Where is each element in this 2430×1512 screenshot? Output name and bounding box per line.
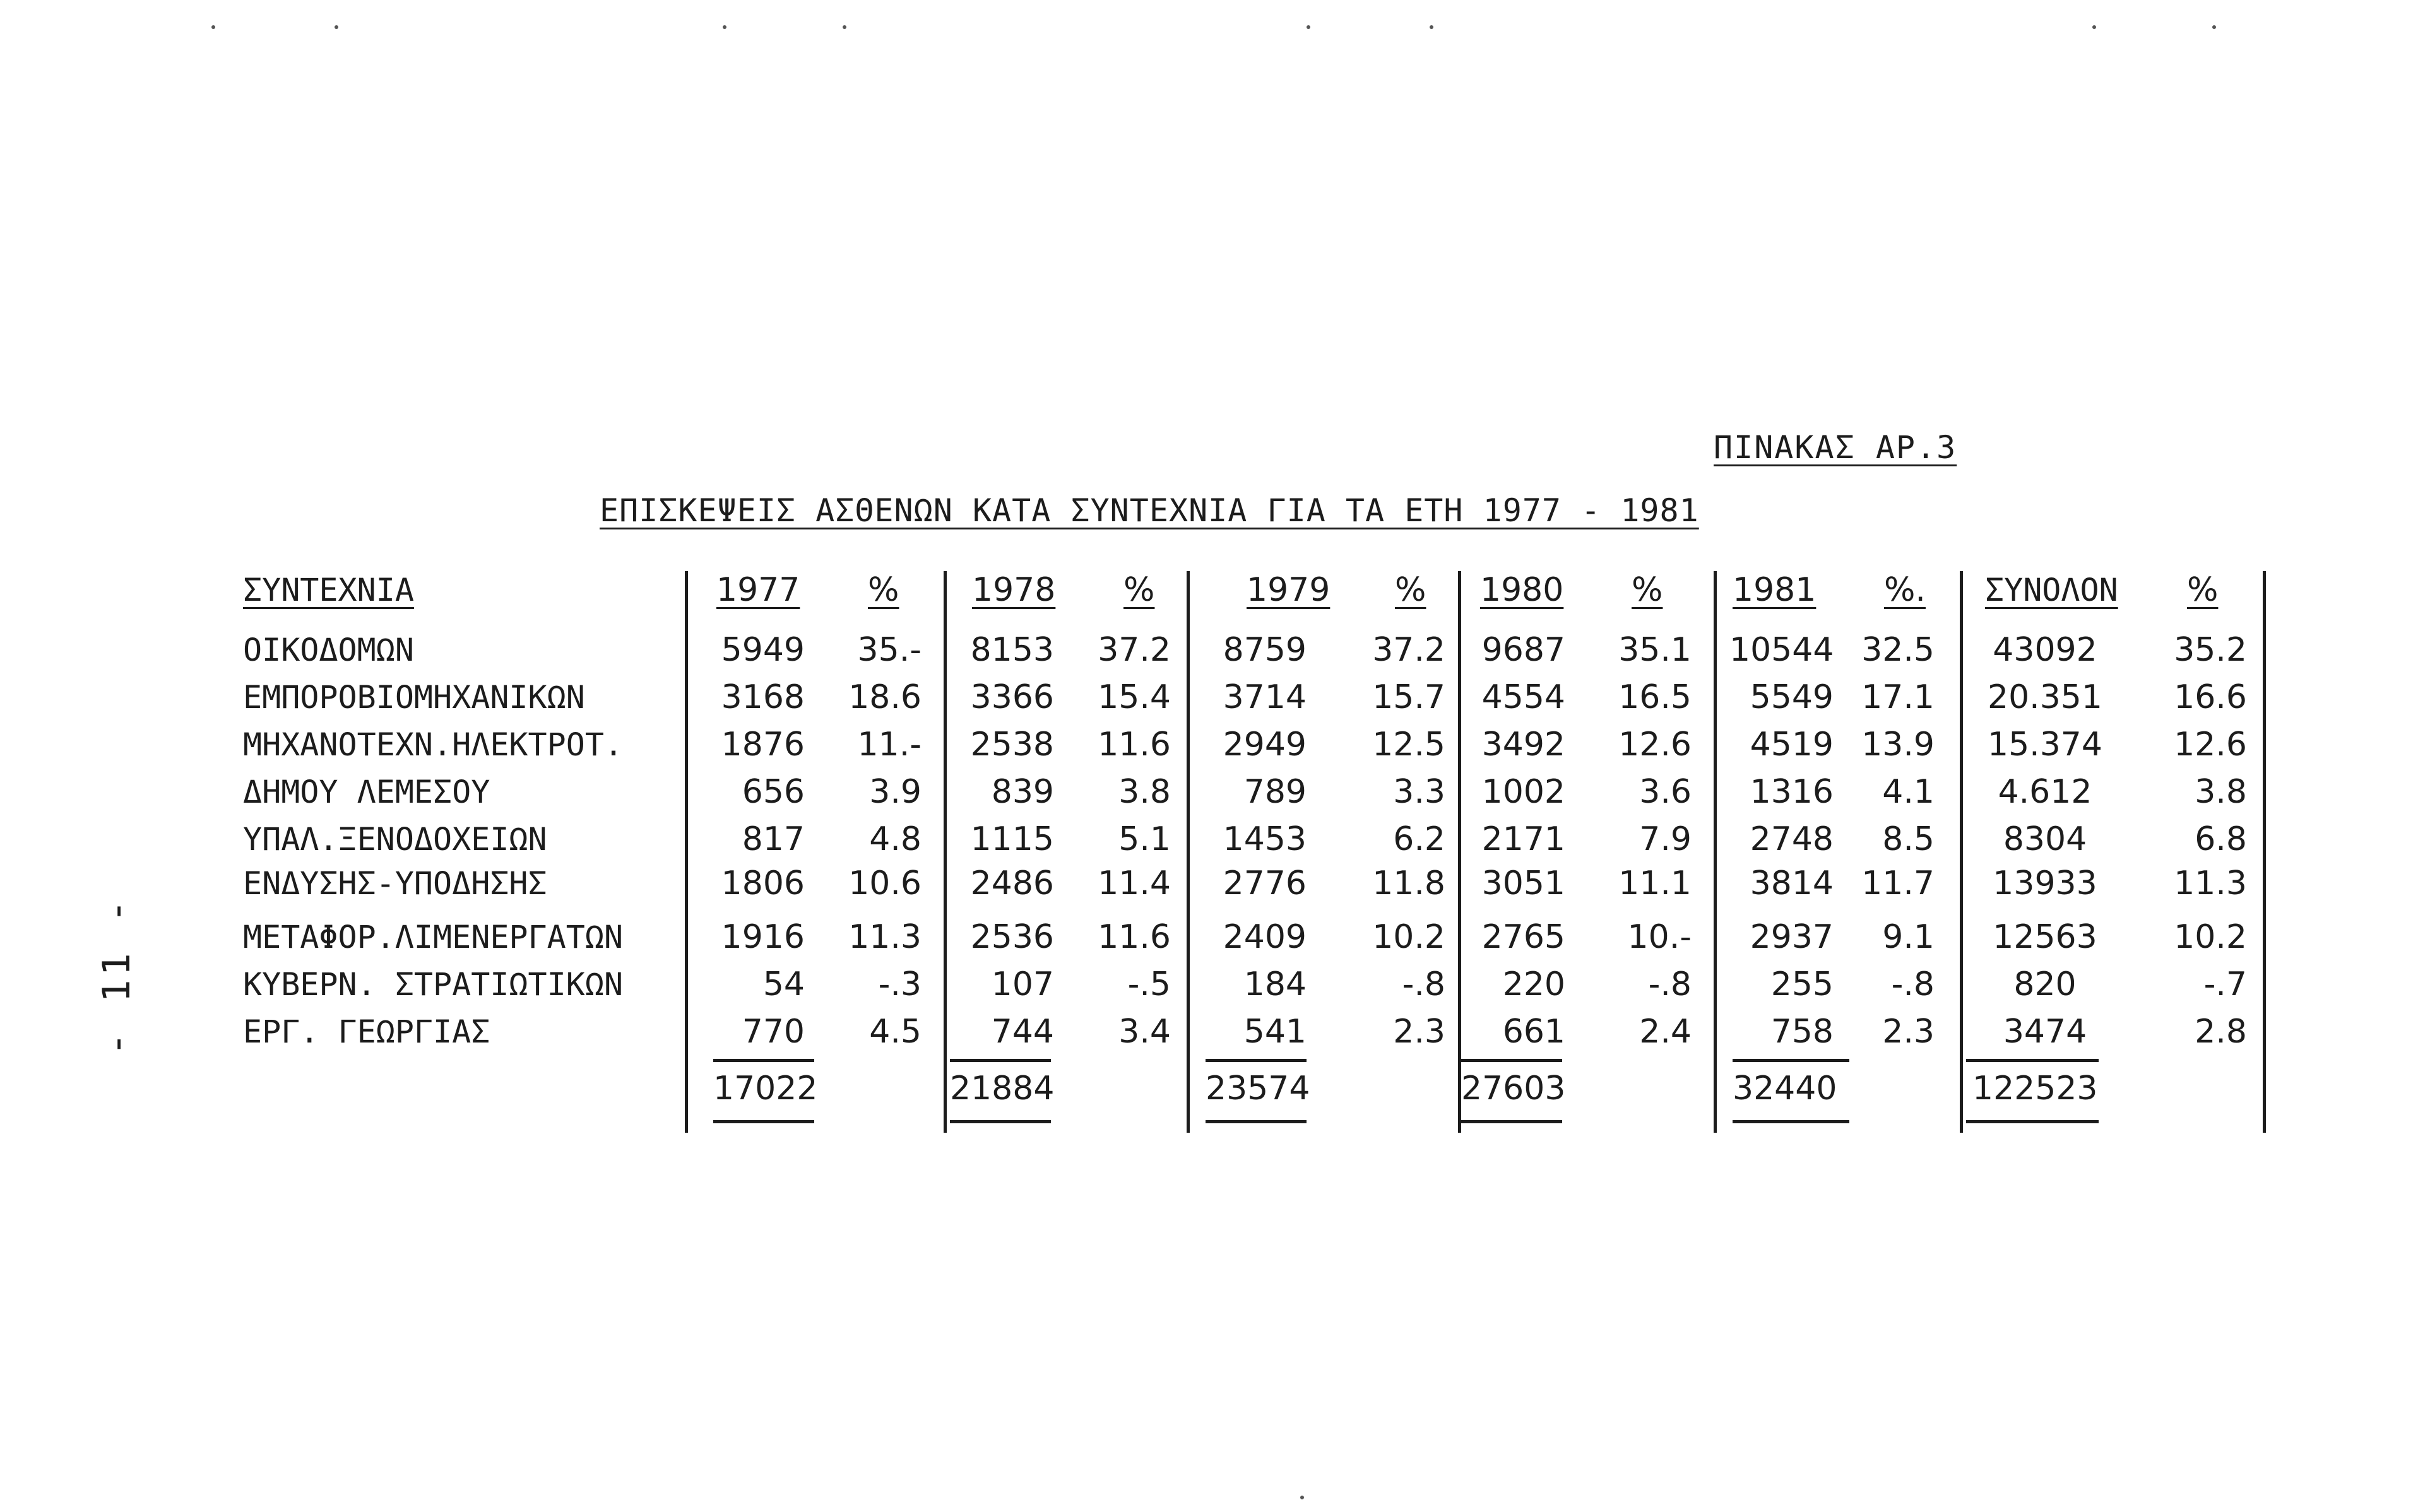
cell-percent-1980: 16.5 xyxy=(1618,678,1692,716)
cell-total: 12563 xyxy=(1993,918,2097,956)
total-underline xyxy=(1966,1120,2099,1123)
cell-percent-1980: 10.- xyxy=(1627,918,1692,956)
header-percent-total: % xyxy=(2187,571,2219,609)
row-union-name: ΕΝΔΥΣΗΣ-ΥΠΟΔΗΣΗΣ xyxy=(243,865,547,902)
header-percent-1981: %. xyxy=(1884,571,1926,609)
cell-percent-1978: 11.4 xyxy=(1098,865,1171,902)
cell-1977: 817 xyxy=(742,820,805,858)
header-year-1978: 1978 xyxy=(972,571,1056,609)
cell-1980: 3051 xyxy=(1481,865,1565,902)
cell-percent-1981: 4.1 xyxy=(1882,773,1935,811)
header-union: ΣΥΝΤΕΧΝΙΑ xyxy=(243,572,414,608)
header-total: ΣΥΝΟΛΟΝ xyxy=(1985,572,2118,608)
cell-percent-total: 3.8 xyxy=(2195,773,2247,811)
sum-rule xyxy=(1733,1059,1849,1062)
total-1977: 17022 xyxy=(713,1070,818,1107)
cell-percent-total: 12.6 xyxy=(2174,726,2247,764)
scan-speck xyxy=(1300,1496,1304,1499)
row-union-name: ΕΜΠΟΡΟΒΙΟΜΗΧΑΝΙΚΩΝ xyxy=(243,679,585,716)
sum-rule xyxy=(1966,1059,2099,1062)
cell-percent-1977: 10.6 xyxy=(848,865,922,902)
column-rule xyxy=(685,571,688,1133)
cell-1979: 2949 xyxy=(1223,726,1307,764)
cell-percent-1979: 2.3 xyxy=(1393,1013,1445,1051)
scan-speck xyxy=(2212,25,2216,29)
cell-1980: 220 xyxy=(1502,966,1565,1003)
cell-1977: 770 xyxy=(742,1013,805,1051)
cell-1977: 5949 xyxy=(721,631,805,669)
row-union-name: ΥΠΑΛ.ΞΕΝΟΔΟΧΕΙΩΝ xyxy=(243,821,547,858)
sum-rule xyxy=(1461,1059,1562,1062)
cell-percent-total: 35.2 xyxy=(2174,631,2247,669)
cell-percent-1978: 11.6 xyxy=(1098,918,1171,956)
cell-1981: 2937 xyxy=(1750,918,1834,956)
cell-1981: 255 xyxy=(1770,966,1834,1003)
cell-1978: 2538 xyxy=(970,726,1054,764)
cell-1981: 4519 xyxy=(1750,726,1834,764)
cell-percent-1978: 3.8 xyxy=(1118,773,1171,811)
sum-rule xyxy=(1206,1059,1307,1062)
column-rule xyxy=(944,571,947,1133)
cell-percent-total: 11.3 xyxy=(2174,865,2247,902)
cell-total: 820 xyxy=(2013,966,2077,1003)
scan-speck xyxy=(843,25,846,29)
column-rule xyxy=(2263,571,2266,1133)
cell-percent-total: 16.6 xyxy=(2174,678,2247,716)
cell-percent-1980: -.8 xyxy=(1648,966,1692,1003)
cell-percent-1981: 13.9 xyxy=(1861,726,1935,764)
column-rule xyxy=(1714,571,1717,1133)
total-overall: 122523 xyxy=(1972,1070,2098,1107)
cell-percent-1979: 3.3 xyxy=(1393,773,1445,811)
cell-percent-1981: -.8 xyxy=(1891,966,1935,1003)
cell-percent-1977: 11.- xyxy=(857,726,922,764)
cell-1981: 1316 xyxy=(1750,773,1834,811)
cell-percent-1977: 4.5 xyxy=(869,1013,922,1051)
cell-1979: 1453 xyxy=(1223,820,1307,858)
cell-1980: 4554 xyxy=(1481,678,1565,716)
cell-percent-1981: 9.1 xyxy=(1882,918,1935,956)
header-percent-1979: % xyxy=(1395,571,1426,609)
header-percent-1978: % xyxy=(1123,571,1155,609)
cell-percent-1979: 11.8 xyxy=(1372,865,1445,902)
cell-1979: 541 xyxy=(1243,1013,1307,1051)
cell-percent-1978: 37.2 xyxy=(1098,631,1171,669)
cell-percent-1980: 7.9 xyxy=(1639,820,1692,858)
page-margin-mark: - 11 - xyxy=(95,896,139,1056)
column-rule xyxy=(1187,571,1190,1133)
cell-percent-1981: 11.7 xyxy=(1861,865,1935,902)
scan-speck xyxy=(335,25,338,29)
cell-1980: 1002 xyxy=(1481,773,1565,811)
cell-percent-1979: 10.2 xyxy=(1372,918,1445,956)
cell-total: 8304 xyxy=(2003,820,2087,858)
cell-1980: 2765 xyxy=(1481,918,1565,956)
cell-percent-1979: 15.7 xyxy=(1372,678,1445,716)
cell-percent-1979: 6.2 xyxy=(1393,820,1445,858)
cell-percent-1978: 15.4 xyxy=(1098,678,1171,716)
header-percent-1980: % xyxy=(1632,571,1663,609)
cell-percent-1979: -.8 xyxy=(1402,966,1445,1003)
cell-1979: 8759 xyxy=(1223,631,1307,669)
cell-percent-1978: -.5 xyxy=(1127,966,1171,1003)
cell-total: 4.612 xyxy=(1998,773,2092,811)
cell-1979: 184 xyxy=(1243,966,1307,1003)
total-underline xyxy=(713,1120,814,1123)
cell-percent-1977: -.3 xyxy=(878,966,922,1003)
cell-percent-1978: 5.1 xyxy=(1118,820,1171,858)
total-underline xyxy=(1733,1120,1849,1123)
cell-percent-1980: 12.6 xyxy=(1618,726,1692,764)
cell-1978: 3366 xyxy=(970,678,1054,716)
header-year-1980: 1980 xyxy=(1480,571,1564,609)
cell-percent-total: -.7 xyxy=(2203,966,2247,1003)
cell-percent-1978: 11.6 xyxy=(1098,726,1171,764)
cell-percent-1979: 12.5 xyxy=(1372,726,1445,764)
row-union-name: ΟΙΚΟΔΟΜΩΝ xyxy=(243,632,414,668)
table-number: ΠΙΝΑΚΑΣ ΑΡ.3 xyxy=(1714,429,1957,466)
cell-percent-1977: 4.8 xyxy=(869,820,922,858)
sum-rule xyxy=(950,1059,1051,1062)
scan-speck xyxy=(1307,25,1310,29)
cell-percent-1977: 35.- xyxy=(857,631,922,669)
total-1980: 27603 xyxy=(1461,1070,1566,1107)
row-union-name: ΜΗΧΑΝΟΤΕΧΝ.ΗΛΕΚΤΡΟΤ. xyxy=(243,726,624,763)
cell-percent-1980: 2.4 xyxy=(1639,1013,1692,1051)
cell-percent-1980: 11.1 xyxy=(1618,865,1692,902)
cell-total: 3474 xyxy=(2003,1013,2087,1051)
cell-percent-1980: 35.1 xyxy=(1618,631,1692,669)
cell-1978: 1115 xyxy=(970,820,1054,858)
cell-percent-1981: 32.5 xyxy=(1861,631,1935,669)
total-1981: 32440 xyxy=(1733,1070,1837,1107)
cell-1980: 661 xyxy=(1502,1013,1565,1051)
cell-total: 15.374 xyxy=(1988,726,2102,764)
row-union-name: ΚΥΒΕΡΝ. ΣΤΡΑΤΙΩΤΙΚΩΝ xyxy=(243,966,624,1003)
header-percent-1977: % xyxy=(868,571,899,609)
scan-speck xyxy=(1430,25,1433,29)
cell-1978: 2536 xyxy=(970,918,1054,956)
cell-1981: 3814 xyxy=(1750,865,1834,902)
cell-percent-1977: 18.6 xyxy=(848,678,922,716)
cell-1979: 2409 xyxy=(1223,918,1307,956)
sum-rule xyxy=(713,1059,814,1062)
cell-1980: 9687 xyxy=(1481,631,1565,669)
column-rule xyxy=(1960,571,1963,1133)
cell-1979: 3714 xyxy=(1223,678,1307,716)
row-union-name: ΕΡΓ. ΓΕΩΡΓΙΑΣ xyxy=(243,1013,490,1050)
header-year-1979: 1979 xyxy=(1247,571,1331,609)
column-rule xyxy=(1458,571,1461,1133)
cell-total: 13933 xyxy=(1993,865,2097,902)
cell-percent-1981: 2.3 xyxy=(1882,1013,1935,1051)
cell-total: 43092 xyxy=(1993,631,2097,669)
total-underline xyxy=(1206,1120,1307,1123)
scan-speck xyxy=(211,25,215,29)
cell-1977: 1876 xyxy=(721,726,805,764)
cell-1981: 5549 xyxy=(1750,678,1834,716)
cell-percent-total: 10.2 xyxy=(2174,918,2247,956)
cell-percent-1977: 11.3 xyxy=(848,918,922,956)
scan-speck xyxy=(723,25,726,29)
total-1978: 21884 xyxy=(950,1070,1055,1107)
cell-1981: 10544 xyxy=(1729,631,1834,669)
cell-percent-total: 2.8 xyxy=(2195,1013,2247,1051)
total-underline xyxy=(1461,1120,1562,1123)
row-union-name: ΜΕΤΑΦΟΡ.ΛΙΜΕΝΕΡΓΑΤΩΝ xyxy=(243,919,624,955)
total-1979: 23574 xyxy=(1206,1070,1310,1107)
cell-1979: 2776 xyxy=(1223,865,1307,902)
document-title: ΕΠΙΣΚΕΨΕΙΣ ΑΣΘΕΝΩΝ ΚΑΤΑ ΣΥΝΤΕΧΝΙΑ ΓΙΑ ΤΑ ΕΤΗ 1977 - 1981 xyxy=(600,492,1699,529)
header-year-1977: 1977 xyxy=(716,571,800,609)
total-underline xyxy=(950,1120,1051,1123)
cell-1977: 656 xyxy=(742,773,805,811)
cell-percent-total: 6.8 xyxy=(2195,820,2247,858)
header-year-1981: 1981 xyxy=(1733,571,1817,609)
cell-1977: 1806 xyxy=(721,865,805,902)
row-union-name: ΔΗΜΟΥ ΛΕΜΕΣΟΥ xyxy=(243,774,490,810)
cell-1978: 744 xyxy=(991,1013,1054,1051)
cell-1978: 839 xyxy=(991,773,1054,811)
cell-1977: 1916 xyxy=(721,918,805,956)
cell-percent-1977: 3.9 xyxy=(869,773,922,811)
cell-percent-1981: 8.5 xyxy=(1882,820,1935,858)
cell-1978: 107 xyxy=(991,966,1054,1003)
cell-total: 20.351 xyxy=(1988,678,2102,716)
cell-percent-1979: 37.2 xyxy=(1372,631,1445,669)
cell-1977: 3168 xyxy=(721,678,805,716)
cell-1977: 54 xyxy=(762,966,805,1003)
scan-speck xyxy=(2092,25,2096,29)
cell-1980: 3492 xyxy=(1481,726,1565,764)
cell-1978: 8153 xyxy=(970,631,1054,669)
cell-1978: 2486 xyxy=(970,865,1054,902)
cell-percent-1981: 17.1 xyxy=(1861,678,1935,716)
cell-1979: 789 xyxy=(1243,773,1307,811)
cell-1980: 2171 xyxy=(1481,820,1565,858)
cell-1981: 758 xyxy=(1770,1013,1834,1051)
cell-percent-1978: 3.4 xyxy=(1118,1013,1171,1051)
cell-percent-1980: 3.6 xyxy=(1639,773,1692,811)
cell-1981: 2748 xyxy=(1750,820,1834,858)
